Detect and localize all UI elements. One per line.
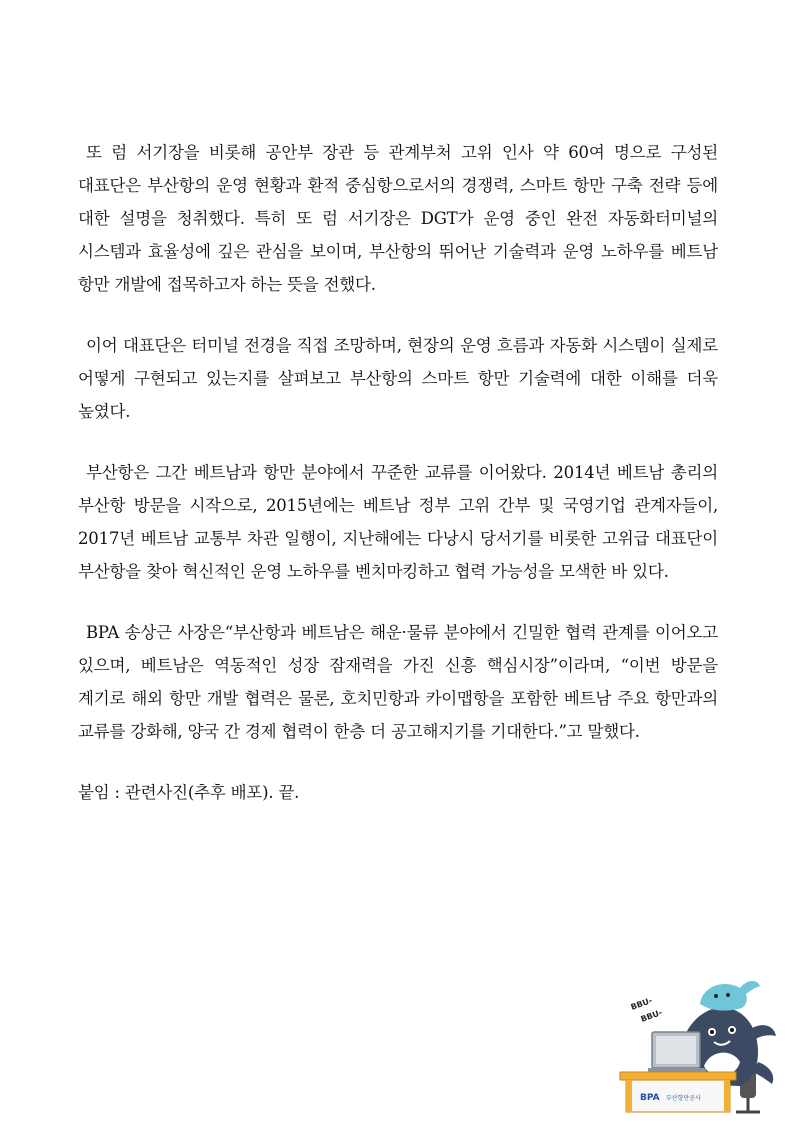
desk-logo: BPA [640, 1093, 660, 1103]
desk-sub: 부산항만공사 [666, 1095, 701, 1102]
paragraph-4: BPA 송상근 사장은“부산항과 베트남은 해운·물류 분야에서 긴밀한 협력 관계를 이어오고 있으며, 베트남은 역동적인 성장 잠재력을 가진 신흥 핵심시장”이라며, “이번 방문을 계기로 해외 항만 개발 협력은 물론, 호치민항과 카이맵항을 포함한 베트남 주요 항만과의 교류를 강화해, 양국 간 경제 협력이 한층 더 공고해지기를 기대한다.”고 말했다. [78, 623, 718, 741]
mascot-speech-2: BBU- [639, 1007, 664, 1024]
paragraph-3: 부산항은 그간 베트남과 항만 분야에서 꾸준한 교류를 이어왔다. 2014년 베트남 총리의 부산항 방문을 시작으로, 2015년에는 베트남 정부 고위 간부 및 국영기업 관계자들이, 2017년 베트남 교통부 차관 일행이, 지난해에는 다낭시 당서기를 비롯한 고위급 대표단이 부산항을 찾아 혁신적인 운영 노하우를 벤치마킹하고 협력 가능성을 모색한 바 있다. [78, 463, 718, 581]
mascot-speech-1: BBU- [629, 995, 654, 1012]
closing-line: 붙임 : 관련사진(추후 배포). 끝. [78, 783, 300, 802]
paragraph-1: 또 럼 서기장을 비롯해 공안부 장관 등 관계부처 고위 인사 약 60여 명으로 구성된 대표단은 부산항의 운영 현황과 환적 중심항으로서의 경쟁력, 스마트 항만 구축 전략 등에 대한 설명을 청취했다. 특히 또 럼 서기장은 DGT가 운영 중인 완전 자동화터미널의 시스템과 효율성에 깊은 관심을 보이며, 부산항의 뛰어난 기술력과 운영 노하우를 베트남 항만 개발에 접목하고자 하는 뜻을 전했다. [78, 143, 718, 294]
document-body [78, 136, 718, 837]
paragraph-2: 이어 대표단은 터미널 전경을 직접 조망하며, 현장의 운영 흐름과 자동화 시스템이 실제로 어떻게 구현되고 있는지를 살펴보고 부산항의 스마트 항만 기술력에 대한 이해를 더욱 높였다. [78, 336, 718, 421]
bpa-mascot-illustration [612, 966, 782, 1116]
